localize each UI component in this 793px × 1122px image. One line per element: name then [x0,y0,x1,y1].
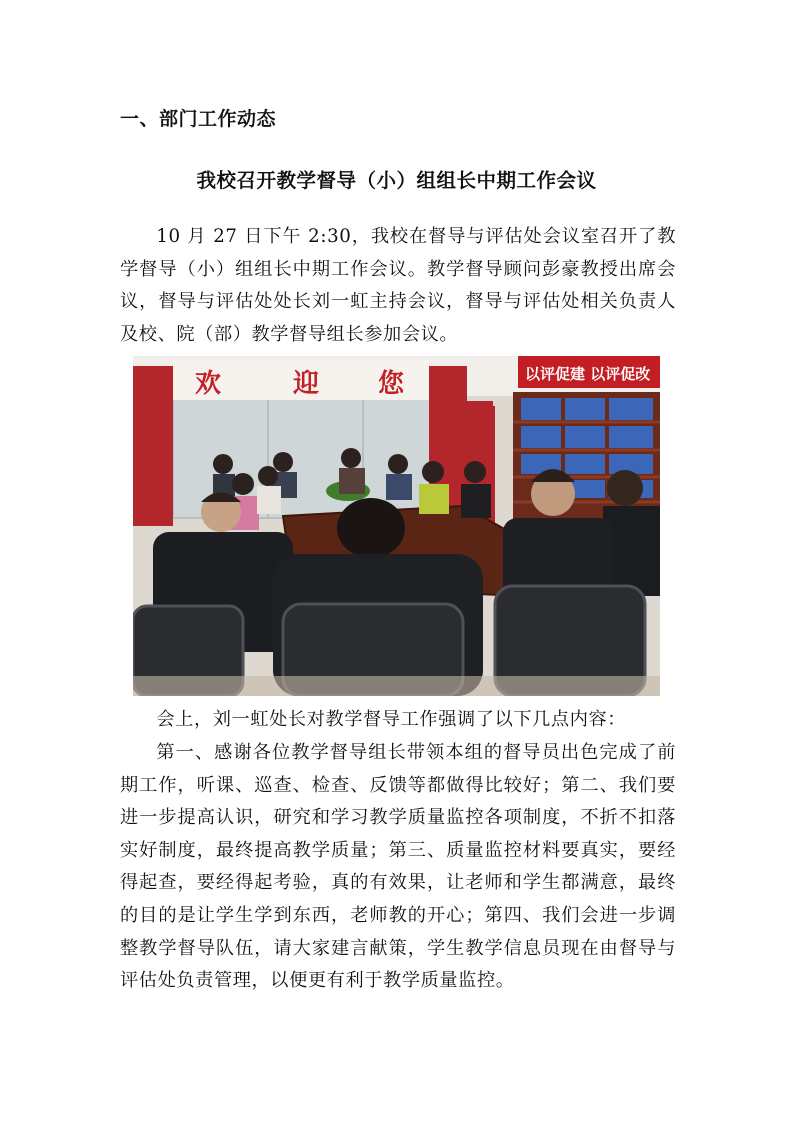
banner-text: 以评促建 以评促改 [525,365,651,383]
welcome-char-2: 迎 [293,369,320,399]
welcome-char-3: 您 [378,369,405,399]
intro-paragraph: 10 月 27 日下午 2:30，我校在督导与评估处会议室召开了教学督导（小）组组长中期工作会议。教学督导顾问彭豪教授出席会议，督导与评估处处长刘一虹主持会议，督导与评估处相关负责人及校、院（部）教学督导组长参加会议。 [120,226,676,345]
points-paragraph: 第一、感谢各位教学督导组长带领本组的督导员出色完成了前期工作，听课、巡查、检查、反馈等都做得比较好；第二、我们要进一步提高认识，研究和学习教学质量监控各项制度，不折不扣落实好制度，最终提高教学质量；第三、质量监控材料要真实，要经得起查，要经得起考验，真的有效果，让老师和学生都满意，最终的目的是让学生学到东西，老师教的开心；第四、我们会进一步调整教学督导队伍，请大家建言献策，学生教学信息员现在由督导与评估处负责管理，以便更有利于教学质量监控。 [120,742,676,992]
welcome-char-1: 欢 [195,369,222,399]
lead-paragraph: 会上，刘一虹处长对教学督导工作强调了以下几点内容： [156,709,627,730]
article-title: 我校召开教学督导（小）组组长中期工作会议 [196,169,597,192]
section-heading: 一、部门工作动态 [120,108,277,130]
meeting-photo [133,356,660,696]
